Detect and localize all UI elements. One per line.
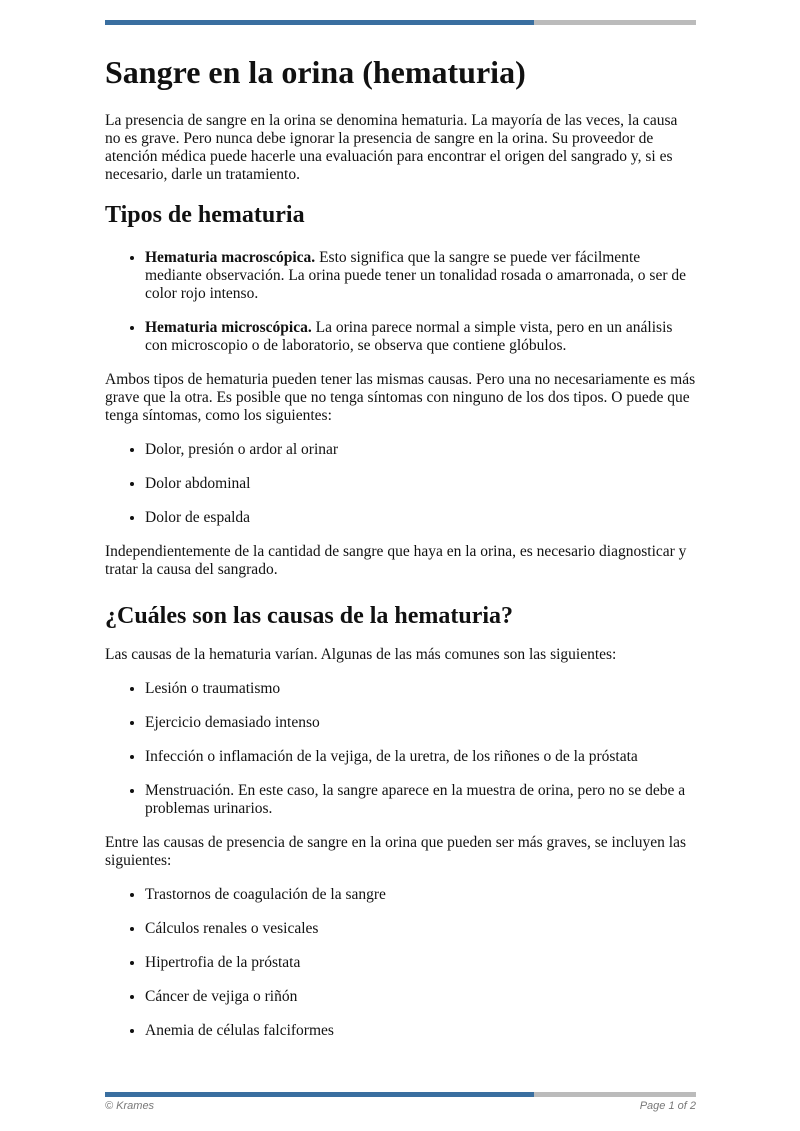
type-text: La orina parece normal a simple vista, pero en un análisis con microscopio o de laboratorio, se observa que contiene glóbulos.: [145, 319, 673, 355]
list-item: • Menstruación. En este caso, la sangre aparece en la muestra de orina, pero no se debe a problemas urinarios.: [145, 782, 696, 818]
types-paragraph: Ambos tipos de hematuria pueden tener las mismas causas. Pero una no necesariamente es más grave que la otra. Es posible que no tenga síntomas con ninguno de los dos tipos. O puede que tenga síntomas, como los siguientes:: [105, 371, 696, 425]
list-item: • Cáncer de vejiga o riñón: [145, 988, 696, 1006]
page-footer: [105, 1100, 696, 1112]
section-heading-types: Tipos de hematuria: [105, 202, 305, 228]
list-item: • Dolor abdominal: [145, 475, 696, 493]
list-item: • Dolor de espalda: [145, 509, 696, 527]
list-item: [145, 249, 696, 303]
list-item: • Hipertrofia de la próstata: [145, 954, 696, 972]
type-term: Hematuria macroscópica.: [145, 249, 316, 267]
symptoms-list: [105, 441, 696, 527]
list-item: • Lesión o traumatismo: [145, 680, 696, 698]
causes-paragraph: Las causas de la hematuria varían. Algunas de las más comunes son las siguientes:: [105, 646, 617, 664]
common-causes-list: [105, 680, 696, 818]
bottom-rule-accent: [105, 1092, 534, 1097]
copyright: © Krames: [105, 1100, 155, 1112]
top-rule-grey: [534, 20, 696, 25]
list-item: • Infección o inflamación de la vejiga, de la uretra, de los riñones o de la próstata: [145, 748, 696, 766]
list-item: • Dolor, presión o ardor al orinar: [145, 441, 696, 459]
diagnosis-paragraph: Independientemente de la cantidad de sangre que haya en la orina, es necesario diagnosticar y tratar la causa del sangrado.: [105, 543, 687, 579]
page-number: Page 1 of 2: [639, 1100, 696, 1112]
serious-causes-list: [105, 886, 696, 1040]
intro-paragraph: La presencia de sangre en la orina se denomina hematuria. La mayoría de las veces, la causa no es grave. Pero nunca debe ignorar la presencia de sangre en la orina. Su proveedor de atención médica puede hacerle una evaluación para encontrar el origen del sangrado y, si es necesario, darle un tratamiento.: [105, 112, 678, 183]
serious-causes-paragraph: Entre las causas de presencia de sangre en la orina que pueden ser más graves, se incluyen las siguientes:: [105, 834, 687, 870]
top-rule: [105, 20, 696, 25]
list-item: • Trastornos de coagulación de la sangre: [145, 886, 696, 904]
list-item: • Cálculos renales o vesicales: [145, 920, 696, 938]
types-list: [105, 245, 696, 355]
type-term: Hematuria microscópica.: [145, 319, 312, 337]
bottom-rule-grey: [534, 1092, 696, 1097]
page-title: Sangre en la orina (hematuria): [105, 54, 526, 90]
section-heading-causes: ¿Cuáles son las causas de la hematuria?: [105, 603, 514, 630]
bottom-rule: [105, 1092, 696, 1097]
type-text: Esto significa que la sangre se puede ver fácilmente mediante observación. La orina puede tener un tonalidad rosada o amarronada, o ser de color rojo intenso.: [145, 249, 686, 303]
document-body: [105, 52, 696, 1056]
list-item: [145, 319, 696, 355]
top-rule-accent: [105, 20, 534, 25]
list-item: • Ejercicio demasiado intenso: [145, 714, 696, 732]
list-item: • Anemia de células falciformes: [145, 1022, 696, 1040]
